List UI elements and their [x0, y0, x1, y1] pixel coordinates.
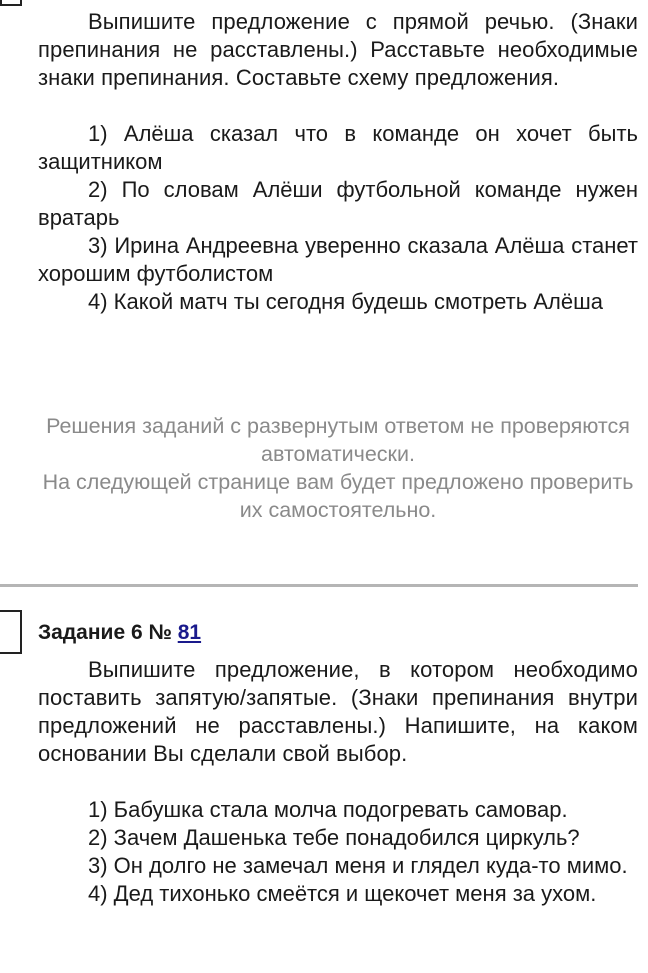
task-6 [38, 656, 638, 908]
auto-check-notice [38, 412, 638, 524]
task-6-title: Задание 6 № [38, 621, 178, 644]
task-6-option-2: 2) Зачем Дашенька тебе понадобился циркуль? [88, 825, 580, 850]
task-6-instruction: Выпишите предложение, в котором необходимо поставить запятую/запятые. (Знаки препинания внутри предложений не расставлены.) Напишите, на каком основании Вы сделали свой выбор. [38, 657, 638, 766]
task-5-instruction: Выпишите предложение с прямой речью. (Знаки препинания не расставлены.) Расставьте необходимые знаки препинания. Составьте схему предложения. [38, 9, 638, 90]
task-6-checkbox[interactable] [0, 610, 22, 654]
task-5-option-1: 1) Алёша сказал что в команде он хочет быть защитником [38, 121, 638, 174]
task-6-header [38, 620, 201, 646]
notice-line-2: На следующей странице вам будет предложено проверить их самостоятельно. [42, 470, 634, 522]
task-5-option-2: 2) По словам Алёши футбольной команде нужен вратарь [38, 177, 638, 230]
task-6-option-3: 3) Он долго не замечал меня и глядел куда-то мимо. [88, 853, 628, 878]
task-6-number-link[interactable]: 81 [177, 621, 202, 644]
task-5 [38, 8, 638, 316]
task-5-option-4: 4) Какой матч ты сегодня будешь смотреть Алёша [88, 289, 603, 314]
task-5-options [38, 120, 638, 316]
task-6-option-1: 1) Бабушка стала молча подогревать самовар. [88, 797, 568, 822]
task-6-options [38, 796, 638, 908]
task-5-option-3: 3) Ирина Андреевна уверенно сказала Алёша станет хорошим футболистом [38, 233, 638, 286]
notice-line-1: Решения заданий с развернутым ответом не проверяются автоматически. [46, 414, 630, 466]
task-6-option-4: 4) Дед тихонько смеётся и щекочет меня за ухом. [88, 881, 597, 906]
previous-task-checkbox[interactable] [0, 0, 22, 6]
section-divider [0, 584, 638, 587]
